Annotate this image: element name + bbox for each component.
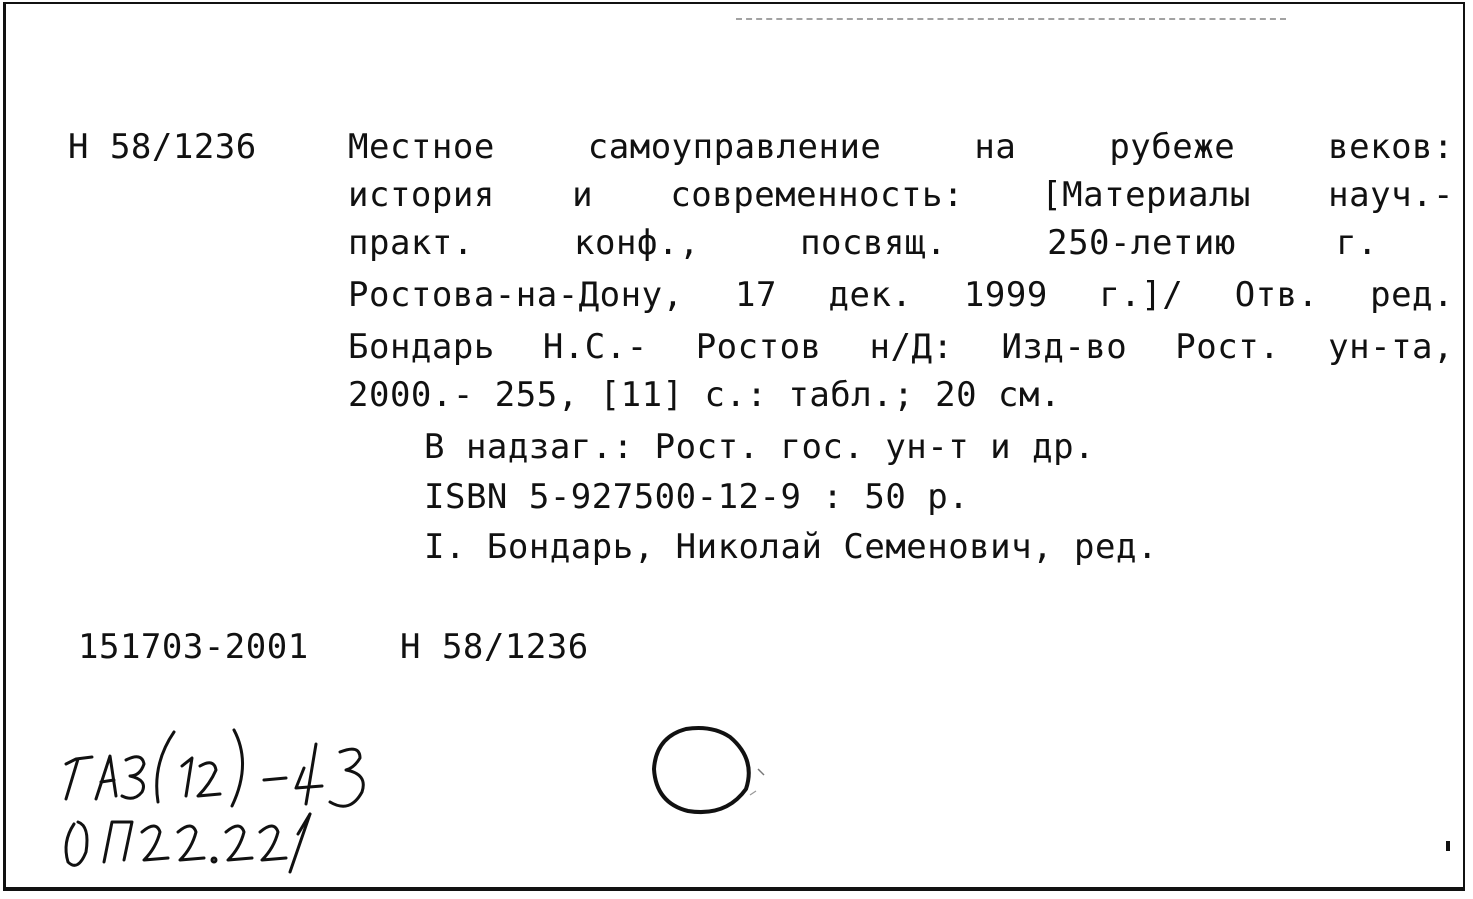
note-line: ISBN 5-927500-12-9 : 50 р. (424, 477, 970, 517)
record-number: 151703-2001 (78, 627, 309, 667)
description-line: 2000.- 255, [11] с.: табл.; 20 см. (348, 375, 1061, 415)
handwritten-classification (54, 704, 414, 884)
description-line: история и современность: [Материалы науч.- (348, 175, 1454, 215)
shelf-mark: Н 58/1236 (68, 127, 257, 167)
library-stamp-mark (646, 719, 776, 829)
description-line: Ростова-на-Дону, 17 дек. 1999 г.]/ Отв. ред. (348, 275, 1454, 315)
catalog-card (3, 2, 1465, 891)
note-line: В надзаг.: Рост. гос. ун-т и др. (424, 427, 1096, 467)
note-line: I. Бондарь, Николай Семенович, ред. (424, 527, 1158, 567)
description-line: Бондарь Н.С.- Ростов н/Д: Изд-во Рост. ун-та, (348, 327, 1454, 367)
edge-tick-mark (1446, 841, 1450, 851)
description-line: Местное самоуправление на рубеже веков: (348, 127, 1454, 167)
top-edge-mark (736, 18, 1286, 20)
footer-shelf-mark: Н 58/1236 (400, 627, 589, 667)
description-line: практ. конф., посвящ. 250-летию г. (348, 223, 1378, 263)
